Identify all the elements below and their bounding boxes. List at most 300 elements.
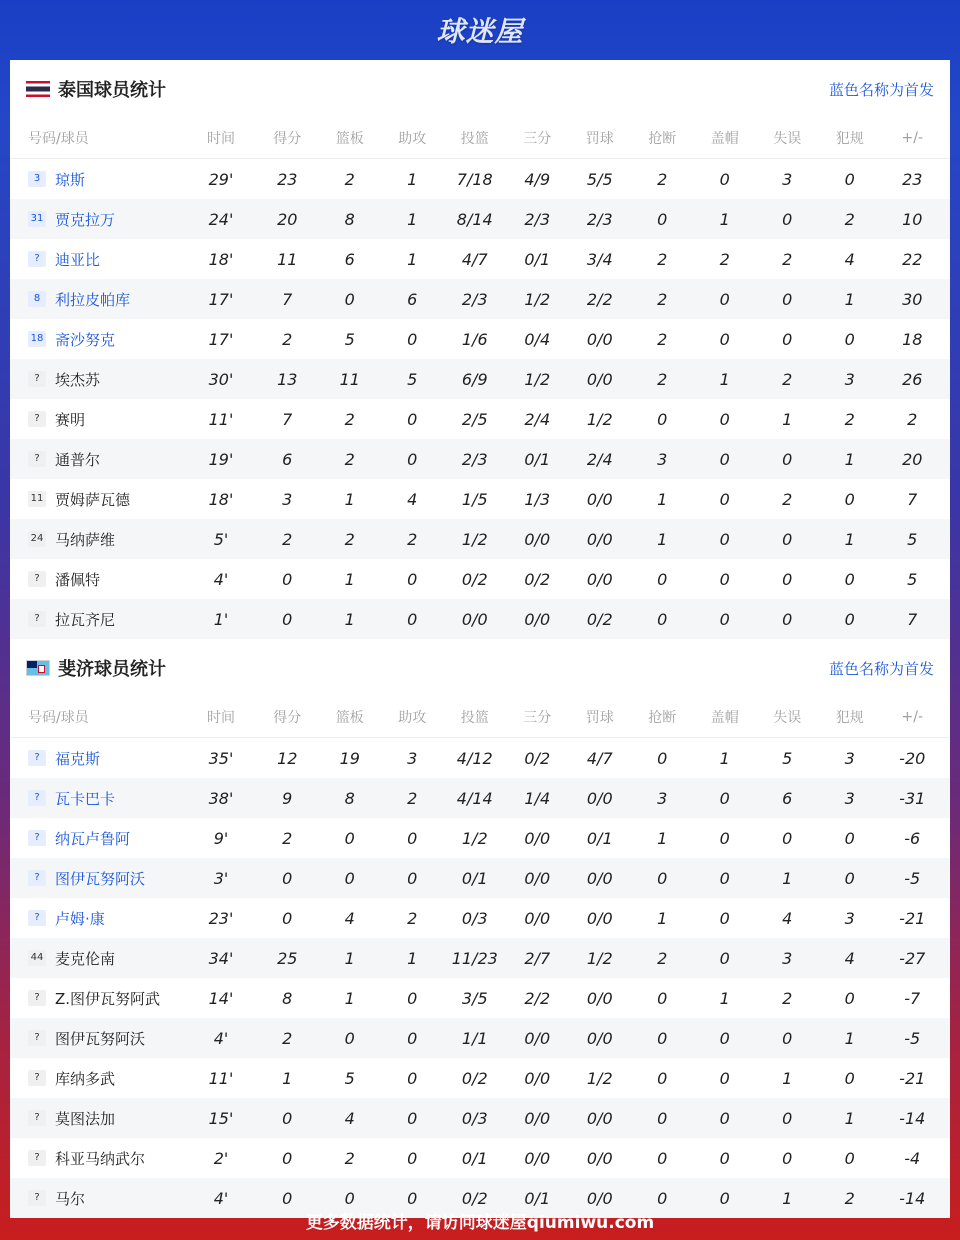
stat-cell: 0/2 [524,569,551,589]
stat-cell: 1 [657,828,668,848]
stat-cell: 0 [844,1068,855,1088]
app-header [0,0,960,60]
stat-cell: 0 [407,1068,418,1088]
stat-cell: 0 [282,609,293,629]
player-cell [10,609,186,630]
stat-cell: 22 [902,249,923,269]
stat-cell: 1/2 [524,289,551,309]
stat-cell: 0 [719,609,730,629]
column-header[interactable]: 号码/球员 [28,710,89,726]
stat-cell: 2 [344,529,355,549]
column-header[interactable]: 得分 [273,131,302,147]
table-row[interactable] [10,778,950,818]
column-header[interactable]: 抢断 [648,131,677,147]
stat-cell: 4/7 [586,748,613,768]
stat-cell: 0/2 [586,609,613,629]
table-row[interactable] [10,1018,950,1058]
stat-cell: 0 [407,569,418,589]
stat-cell: 0 [719,1068,730,1088]
stat-cell: 1/2 [524,369,551,389]
stat-cell: 11 [277,249,298,269]
team-title: 泰国球员统计 [58,80,166,101]
stat-cell: 0 [657,1148,668,1168]
stat-cell: 0 [407,1188,418,1208]
stat-cell: 0 [657,1068,668,1088]
table-row[interactable] [10,1058,950,1098]
stat-cell: 4' [213,569,229,589]
player-cell [10,169,186,190]
stat-cell: 6 [782,788,793,808]
stat-cell: 0 [719,169,730,189]
column-header[interactable]: 犯规 [835,131,864,147]
stat-cell: 0 [719,1028,730,1048]
player-name[interactable]: Z.图伊瓦努阿武 [55,989,161,1008]
player-cell [10,449,186,470]
stat-cell: 0/0 [524,828,551,848]
player-name[interactable]: 麦克伦南 [55,949,116,968]
stat-cell: 7/18 [456,169,493,189]
stat-cell: 1/2 [586,409,613,429]
stat-cell: 12 [277,748,298,768]
player-name[interactable]: 图伊瓦努阿沃 [55,1029,146,1048]
stat-cell: 4 [782,908,793,928]
stat-cell: 11/23 [451,948,498,968]
stat-cell: 35' [208,748,234,768]
column-header[interactable]: 三分 [523,131,552,147]
stat-cell: 2 [782,489,793,509]
stat-cell: 3 [782,948,793,968]
stat-cell: 17' [208,329,234,349]
table-row[interactable] [10,399,950,439]
stat-cell: 4 [344,908,355,928]
jersey-number-badge: ? [28,371,46,387]
player-name[interactable]: 莫图法加 [55,1109,116,1128]
brand-logo[interactable]: 球迷屋 [436,15,524,48]
player-cell [10,988,186,1009]
table-header [10,697,950,738]
stat-cell: 2 [344,449,355,469]
stat-cell: 4/9 [524,169,551,189]
player-name[interactable]: 贾克拉万 [55,210,116,229]
player-name[interactable]: 迪亚比 [55,250,101,269]
stat-cell: 1 [782,1188,793,1208]
stat-cell: 2 [782,249,793,269]
stat-cell: 0/1 [586,828,613,848]
footer-banner [0,1200,960,1240]
stat-cell: 0 [844,1148,855,1168]
stat-cell: 9 [282,788,293,808]
column-header[interactable]: 三分 [523,710,552,726]
stat-cell: 0 [782,609,793,629]
stat-cell: 19 [339,748,360,768]
player-name[interactable]: 潘佩特 [55,570,101,589]
stat-cell: 0/0 [586,1108,613,1128]
stat-cell: 2 [657,169,668,189]
table-row[interactable] [10,359,950,399]
stat-cell: 2/5 [461,409,488,429]
stat-cell: 0 [282,868,293,888]
player-name[interactable]: 斋沙努克 [55,330,116,349]
stat-cell: 2 [657,289,668,309]
column-header[interactable]: 罚球 [585,131,614,147]
section-title [10,639,950,697]
player-cell [10,249,186,270]
player-name[interactable]: 赛明 [55,410,86,429]
column-header[interactable]: 犯规 [835,710,864,726]
stat-cell: 0 [844,169,855,189]
stat-cell: 0/1 [461,868,488,888]
stat-cell: 3/4 [586,249,613,269]
stat-cell: 0/0 [524,609,551,629]
table-row[interactable] [10,818,950,858]
table-row[interactable] [10,279,950,319]
stat-cell: 0/0 [586,1028,613,1048]
table-row[interactable] [10,519,950,559]
column-header[interactable]: 时间 [207,131,235,147]
table-row[interactable] [10,1098,950,1138]
stat-cell: 2 [282,1028,293,1048]
player-name[interactable]: 马纳萨维 [55,530,116,549]
player-cell [10,409,186,430]
jersey-number-badge: ? [28,1030,46,1046]
stat-cell: 2/4 [586,449,613,469]
stat-cell: 1 [782,409,793,429]
stat-cell: 23 [902,169,923,189]
stat-cell: 0/4 [524,329,551,349]
player-name[interactable]: 瓦卡巴卡 [55,789,116,808]
stat-cell: 0 [844,329,855,349]
stat-cell: 1 [844,449,855,469]
stat-cell: 2/3 [461,449,488,469]
stat-cell: 2 [282,529,293,549]
player-name[interactable]: 贾姆萨瓦德 [55,490,131,509]
column-header[interactable]: 失误 [773,131,802,147]
stat-cell: 2 [657,329,668,349]
stat-cell: 0 [657,748,668,768]
player-cell [10,908,186,929]
stat-cell: 4' [213,1028,229,1048]
stat-cell: 1 [407,209,418,229]
stat-cell: 0 [844,569,855,589]
table-row[interactable] [10,978,950,1018]
stat-cell: 2' [213,1148,229,1168]
stat-cell: 4/14 [456,788,493,808]
player-name[interactable]: 纳瓦卢鲁阿 [55,829,131,848]
player-name[interactable]: 拉瓦齐尼 [55,610,116,629]
table-row[interactable] [10,858,950,898]
stat-cell: 5 [782,748,793,768]
stats-panel [10,60,950,1208]
table-row[interactable] [10,439,950,479]
stat-cell: 34' [208,948,234,968]
player-name[interactable]: 马尔 [55,1189,86,1208]
stat-cell: 0/1 [524,249,551,269]
starter-legend: 蓝色名称为首发 [828,80,934,99]
table-row[interactable] [10,559,950,599]
player-name[interactable]: 图伊瓦努阿沃 [55,869,146,888]
footer-text[interactable]: 更多数据统计，请访问球迷屋qiumiwu.com [305,1212,655,1233]
stat-cell: 0/2 [461,1188,488,1208]
column-header[interactable]: 助攻 [398,710,427,726]
player-name[interactable]: 琼斯 [55,170,86,189]
column-header[interactable]: 投篮 [460,131,489,147]
table-row[interactable] [10,938,950,978]
stat-cell: 3 [657,788,668,808]
stat-cell: 8/14 [456,209,493,229]
stat-cell: 7 [907,609,918,629]
stat-cell: 0 [844,489,855,509]
stat-cell: 30' [208,369,234,389]
stat-cell: 1 [782,1068,793,1088]
stat-cell: 0 [782,529,793,549]
player-cell [10,1148,186,1169]
stat-cell: 0 [657,569,668,589]
team-section [10,60,950,639]
player-cell [10,369,186,390]
stat-cell: 0 [657,868,668,888]
stat-cell: 5/5 [586,169,613,189]
stat-cell: 0 [719,489,730,509]
column-header[interactable]: 投篮 [460,710,489,726]
stat-cell: 2 [282,828,293,848]
stat-cell: 2 [657,369,668,389]
stat-cell: 2 [282,329,293,349]
stat-cell: 0 [782,1108,793,1128]
stat-cell: 0 [782,1148,793,1168]
stat-cell: 6 [407,289,418,309]
stat-cell: 2/2 [586,289,613,309]
stat-cell: 1 [407,948,418,968]
stat-cell: 5 [907,529,918,549]
stat-cell: 11' [208,1068,234,1088]
stat-cell: 0/0 [586,369,613,389]
stat-cell: 4 [844,249,855,269]
table-row[interactable] [10,599,950,639]
stat-cell: 0/3 [461,908,488,928]
stat-cell: 7 [282,289,293,309]
stat-cell: 0 [719,868,730,888]
stat-cell: 0 [657,209,668,229]
jersey-number-badge: ? [28,451,46,467]
stat-cell: 0 [719,329,730,349]
stat-cell: 1/2 [586,948,613,968]
stat-cell: 0 [344,868,355,888]
stat-cell: 14' [208,988,234,1008]
stat-cell: 1/1 [461,1028,488,1048]
stat-cell: 2/3 [586,209,613,229]
stat-cell: -7 [904,988,921,1008]
stat-cell: 1/4 [524,788,551,808]
stat-cell: 11' [208,409,234,429]
stat-cell: 6 [282,449,293,469]
stat-cell: 2 [782,988,793,1008]
stat-cell: 6 [344,249,355,269]
stat-cell: 1 [344,489,355,509]
stat-cell: 1 [282,1068,293,1088]
player-cell [10,489,186,510]
stat-cell: -21 [899,908,926,928]
stat-cell: 38' [208,788,234,808]
stat-cell: 1/3 [524,489,551,509]
column-header[interactable]: 时间 [207,710,235,726]
player-name[interactable]: 通普尔 [55,450,101,469]
player-name[interactable]: 科亚马纳武尔 [55,1149,146,1168]
column-header[interactable]: 篮板 [335,710,364,726]
stat-cell: 20 [902,449,923,469]
column-header[interactable]: 失误 [773,710,802,726]
stat-cell: 0 [657,409,668,429]
stat-cell: 0 [844,988,855,1008]
stat-cell: 5 [344,1068,355,1088]
player-cell [10,948,186,969]
stat-cell: 0 [407,609,418,629]
player-cell [10,1028,186,1049]
stat-cell: 2 [407,908,418,928]
stat-cell: 2 [782,369,793,389]
stat-cell: 2/4 [524,409,551,429]
stat-cell: -5 [904,868,921,888]
player-name[interactable]: 利拉皮帕库 [55,290,131,309]
stat-cell: 0 [282,908,293,928]
stat-cell: 4 [344,1108,355,1128]
stat-cell: 0/1 [524,449,551,469]
table-row[interactable] [10,479,950,519]
stat-cell: 0 [719,1148,730,1168]
stat-cell: 1 [344,988,355,1008]
stat-cell: 0 [844,828,855,848]
stat-cell: 0/0 [524,1068,551,1088]
stat-cell: 0 [719,908,730,928]
stat-cell: 25 [277,948,298,968]
stat-cell: 0 [407,828,418,848]
stat-cell: 0 [719,289,730,309]
stat-cell: 2 [344,1148,355,1168]
stat-cell: 1/2 [461,529,488,549]
stat-cell: 4/12 [456,748,493,768]
stat-cell: 10 [902,209,923,229]
table-row[interactable] [10,199,950,239]
stat-cell: 0 [719,409,730,429]
table-row[interactable] [10,159,950,199]
table-row[interactable] [10,239,950,279]
player-name[interactable]: 埃杰苏 [55,370,101,389]
stat-cell: 2 [657,948,668,968]
jersey-number-badge: 3 [28,171,46,187]
stat-cell: 0/0 [586,329,613,349]
column-header[interactable]: 得分 [273,710,302,726]
stat-cell: 24' [208,209,234,229]
table-row[interactable] [10,738,950,778]
team-section [10,639,950,1218]
stat-cell: 2 [344,169,355,189]
stat-cell: -4 [904,1148,921,1168]
stat-cell: 17' [208,289,234,309]
stat-cell: -14 [899,1188,926,1208]
thailand-flag-icon [26,81,50,97]
column-header[interactable]: 盖帽 [710,710,739,726]
stat-cell: 1/2 [586,1068,613,1088]
stat-cell: -20 [899,748,926,768]
table-row[interactable] [10,319,950,359]
stat-cell: 0 [407,988,418,1008]
stat-cell: 0 [657,609,668,629]
column-header[interactable]: 抢断 [648,710,677,726]
column-header[interactable]: 盖帽 [710,131,739,147]
stat-cell: 2 [407,788,418,808]
jersey-number-badge: ? [28,830,46,846]
stat-cell: 0 [407,1148,418,1168]
stat-cell: 4 [844,948,855,968]
stat-cell: 3 [844,748,855,768]
stat-cell: 3 [657,449,668,469]
stat-cell: 0 [407,1028,418,1048]
stat-cell: 2 [407,529,418,549]
stat-cell: 0 [719,788,730,808]
stat-cell: 0 [782,209,793,229]
player-name[interactable]: 卢姆·康 [55,909,105,928]
stat-cell: 23' [208,908,234,928]
column-header[interactable]: 号码/球员 [28,131,89,147]
fiji-flag-icon [26,660,50,676]
column-header[interactable]: 篮板 [335,131,364,147]
player-name[interactable]: 库纳多武 [55,1069,116,1088]
stat-cell: 0/2 [461,569,488,589]
stat-cell: 1' [213,609,229,629]
stat-cell: 0/0 [586,1188,613,1208]
stat-cell: 0 [782,828,793,848]
jersey-number-badge: ? [28,790,46,806]
stat-cell: 0 [844,868,855,888]
stat-cell: -27 [899,948,926,968]
jersey-number-badge: ? [28,990,46,1006]
table-row[interactable] [10,898,950,938]
stat-cell: 0/0 [586,569,613,589]
jersey-number-badge: ? [28,870,46,886]
column-header[interactable]: 罚球 [585,710,614,726]
jersey-number-badge: ? [28,411,46,427]
stat-cell: 0/2 [461,1068,488,1088]
stat-cell: 18' [208,489,234,509]
stat-cell: 1 [719,748,730,768]
stat-cell: 4' [213,1188,229,1208]
stat-cell: 2/3 [461,289,488,309]
player-cell [10,569,186,590]
jersey-number-badge: 18 [28,331,46,347]
jersey-number-badge: ? [28,750,46,766]
column-header[interactable]: 助攻 [398,131,427,147]
stat-cell: 3 [844,788,855,808]
table-row[interactable] [10,1138,950,1178]
jersey-number-badge: 24 [28,531,46,547]
stat-cell: 4/7 [461,249,488,269]
stat-cell: 4 [407,489,418,509]
stat-cell: 1 [782,868,793,888]
player-name[interactable]: 福克斯 [55,749,101,768]
stat-cell: 2 [844,209,855,229]
stat-cell: 1 [657,529,668,549]
table-header [10,118,950,159]
stat-cell: 29' [208,169,234,189]
column-header[interactable]: +/- [901,709,923,725]
stat-cell: 7 [907,489,918,509]
stat-cell: 5 [407,369,418,389]
stat-cell: 8 [282,988,293,1008]
stat-cell: 1 [344,609,355,629]
stat-cell: 0 [407,449,418,469]
stat-cell: 0/1 [524,1188,551,1208]
column-header[interactable]: +/- [901,130,923,146]
stat-cell: 0/0 [524,529,551,549]
